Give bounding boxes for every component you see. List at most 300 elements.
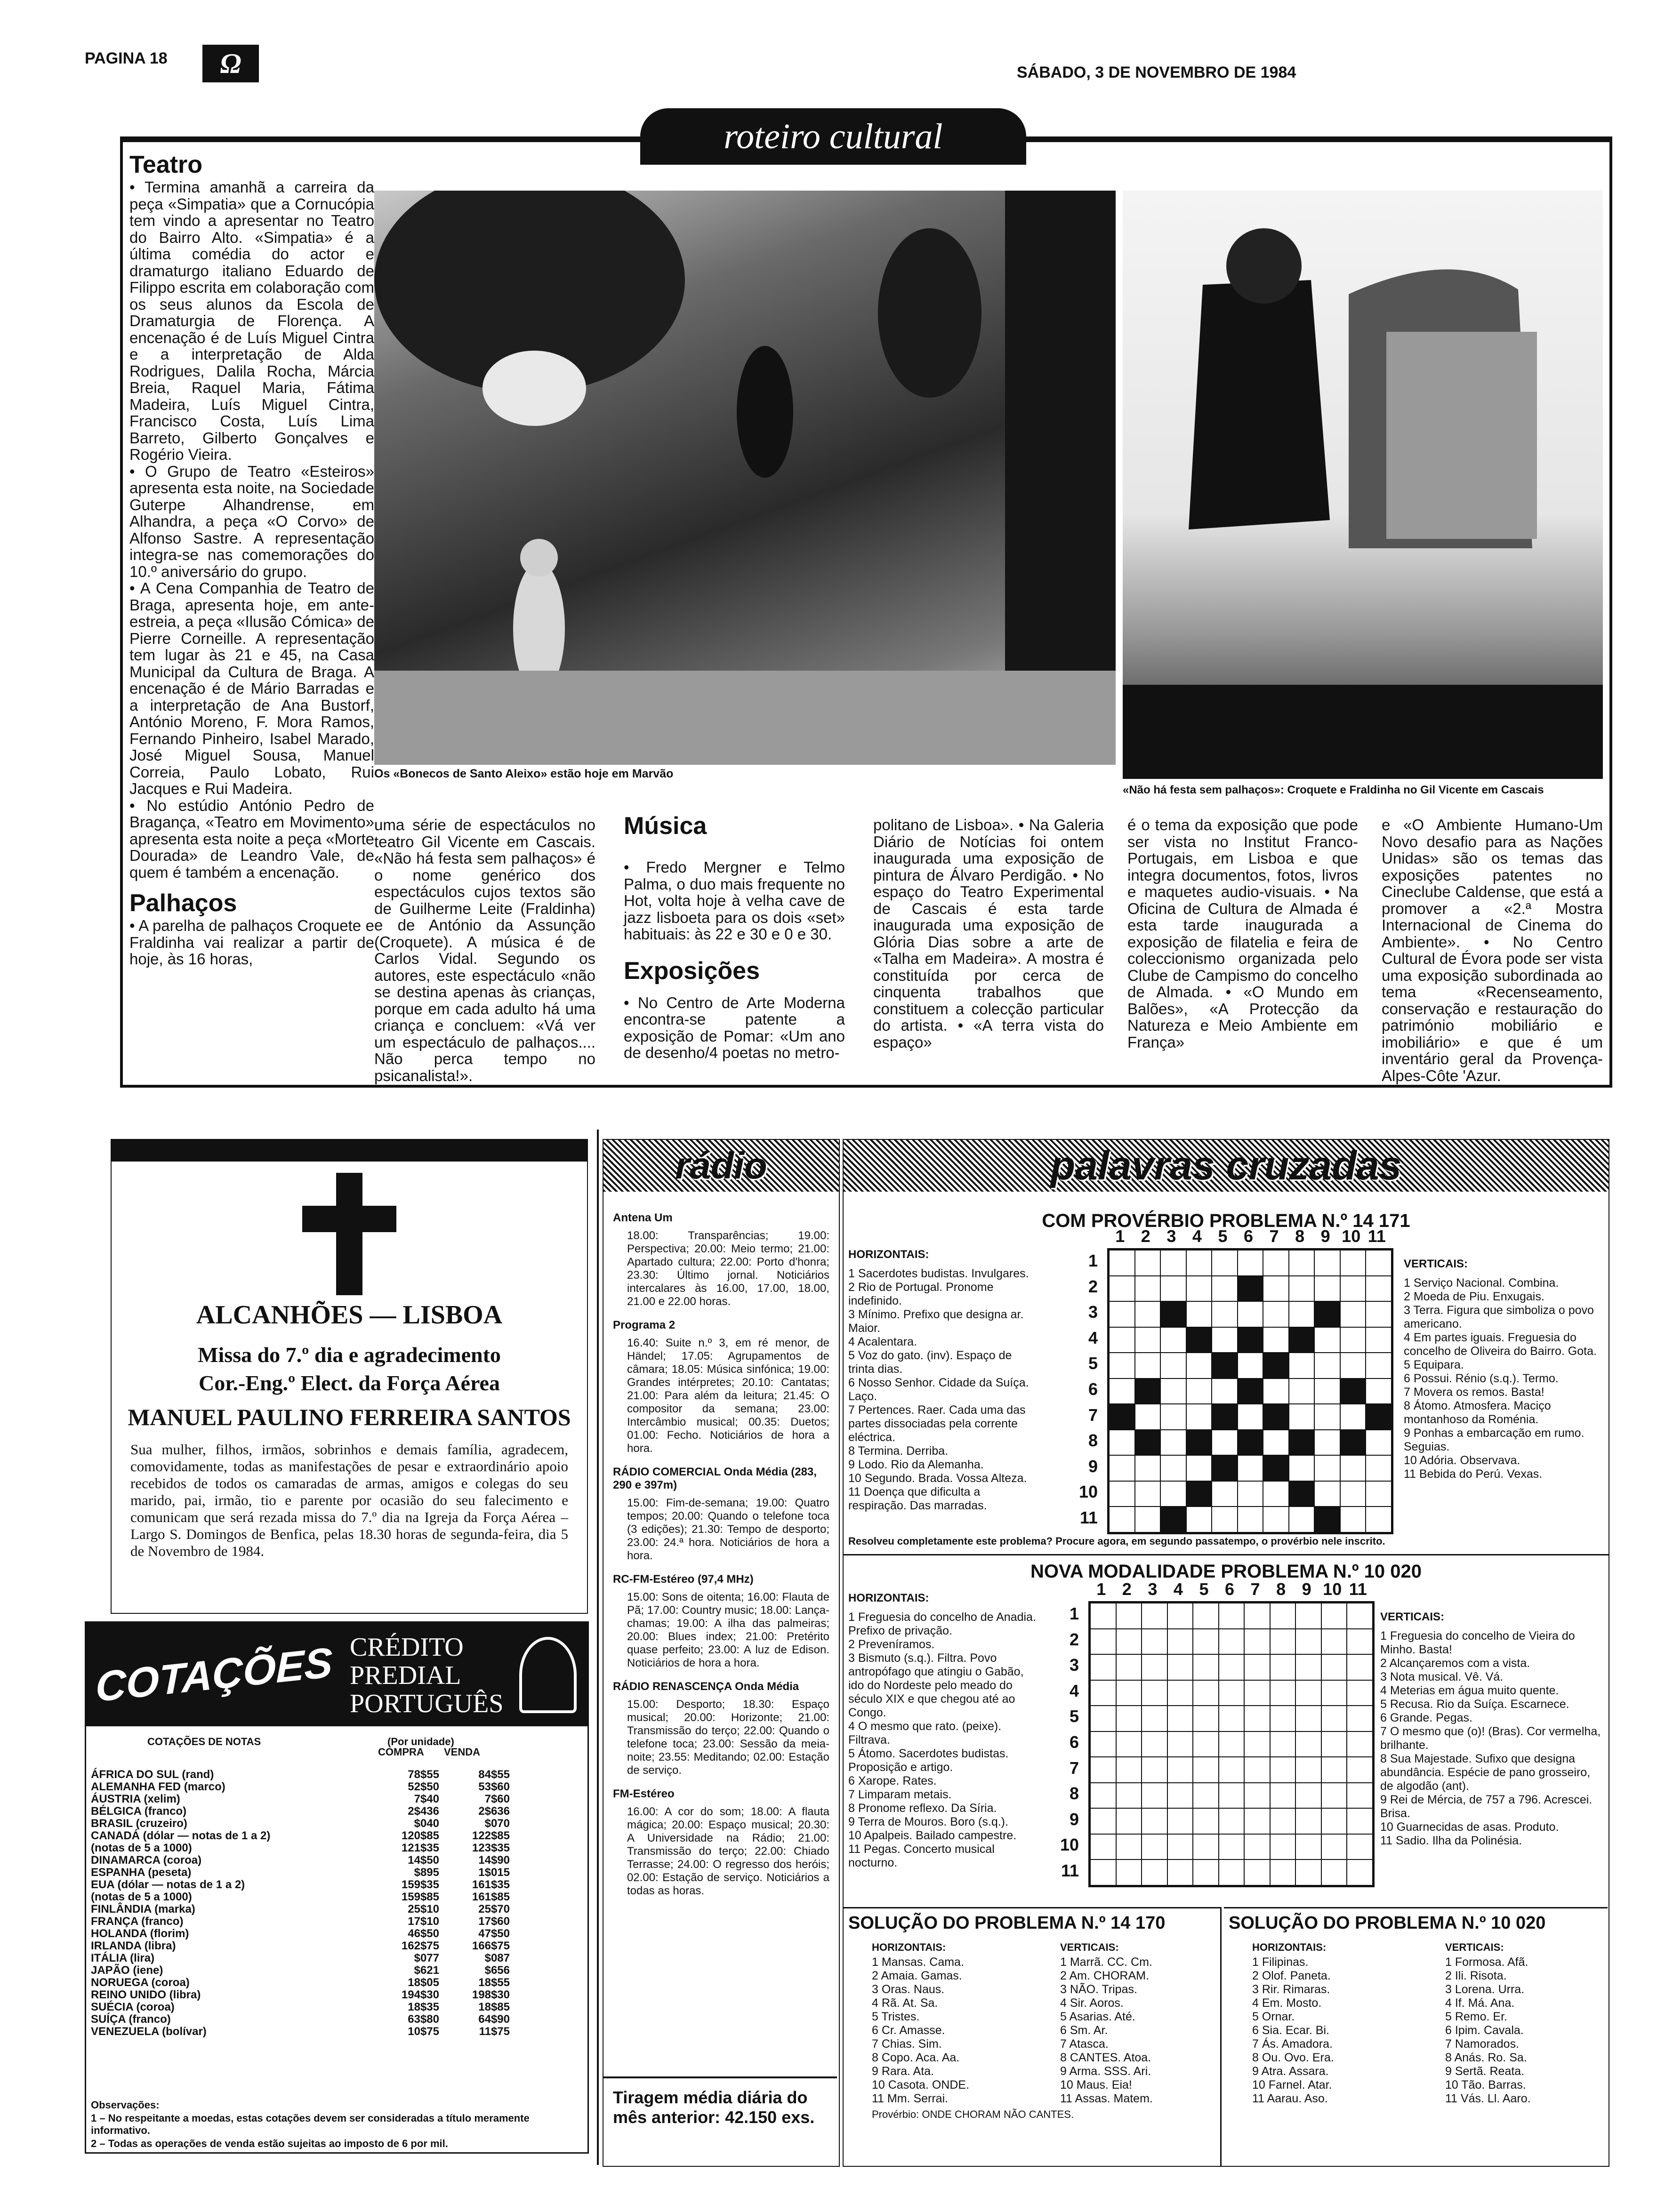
clue: 8 Pronome reflexo. Da Síria. [848,1802,997,1815]
clue: 2 Moeda de Piu. Enxugais. [1404,1290,1544,1303]
grid-cell[interactable] [1109,1353,1135,1378]
grid-cell[interactable] [1263,1507,1289,1532]
grid-cell[interactable] [1116,1603,1142,1629]
section-banner-title: roteiro cultural [724,117,943,156]
grid-cell[interactable] [1340,1404,1366,1430]
grid-cell[interactable] [1289,1276,1315,1302]
grid-cell[interactable] [1167,1834,1193,1860]
grid-cell[interactable] [1193,1731,1219,1757]
grid-cell[interactable] [1321,1757,1347,1783]
grid-cell[interactable] [1366,1507,1392,1532]
grid-cell[interactable] [1314,1378,1340,1404]
grid-row-number: 4 [1088,1328,1098,1347]
grid-cell[interactable] [1219,1706,1245,1731]
grid-cell[interactable] [1212,1250,1238,1276]
grid-cell[interactable] [1212,1301,1238,1327]
grid-cell[interactable] [1314,1481,1340,1507]
grid-col-number: 8 [1276,1579,1286,1599]
grid-cell[interactable] [1270,1731,1296,1757]
grid-row-number: 5 [1069,1707,1079,1726]
grid-cell[interactable] [1270,1757,1296,1783]
grid-cell[interactable] [1219,1731,1245,1757]
grid-cell[interactable] [1238,1404,1263,1430]
grid-cell[interactable] [1263,1301,1289,1327]
clue: 11 Sadio. Ilha da Polinésia. [1380,1834,1522,1847]
grid-cell[interactable] [1186,1378,1212,1404]
grid-cell[interactable] [1160,1276,1186,1302]
grid-row-number: 10 [1078,1482,1098,1502]
grid-cell[interactable] [1167,1706,1193,1731]
grid-cell[interactable] [1340,1507,1366,1532]
clue: 11 Mm. Serrai. [872,2092,949,2105]
grid-cell[interactable] [1314,1430,1340,1456]
clue: 9 Lodo. Rio da Alemanha. [848,1458,984,1471]
cotacao-compra: 46$50 [408,1927,439,1940]
grid-cell[interactable] [1321,1680,1347,1706]
clue: 9 Arma. SSS. Ari. [1060,2065,1151,2078]
radio-column [603,1139,840,2167]
grid-cell[interactable] [1289,1301,1315,1327]
grid-cell[interactable] [1238,1481,1263,1507]
grid-cell[interactable] [1321,1783,1347,1809]
clue: 6 Possui. Rénio (s.q.). Termo. [1404,1372,1559,1385]
clue: 11 Pegas. Concerto musical nocturno. [848,1843,995,1869]
grid-cell[interactable] [1186,1250,1212,1276]
cotacao-venda: 25$70 [478,1903,510,1915]
grid-cell[interactable] [1142,1783,1167,1809]
grid-cell[interactable] [1366,1455,1392,1481]
grid-cell[interactable] [1116,1834,1142,1860]
grid-cell[interactable] [1135,1276,1161,1302]
clue: 3 Mínimo. Prefixo que designa ar. Maior. [848,1308,1024,1335]
grid-cell[interactable] [1244,1603,1270,1629]
grid-cell[interactable] [1295,1834,1321,1860]
grid-cell[interactable] [1160,1250,1186,1276]
grid-cell[interactable] [1160,1455,1186,1481]
grid-cell[interactable] [1135,1455,1161,1481]
grid-cell[interactable] [1238,1507,1263,1532]
grid-cell[interactable] [1366,1250,1392,1276]
cotacao-currency: FRANÇA (franco) [91,1915,184,1928]
grid-block [1289,1327,1315,1353]
grid-cell[interactable] [1090,1834,1116,1860]
grid-cell[interactable] [1244,1783,1270,1809]
grid-cell[interactable] [1109,1327,1135,1353]
grid-cell[interactable] [1295,1808,1321,1834]
grid-cell[interactable] [1270,1654,1296,1680]
grid-cell[interactable] [1167,1757,1193,1783]
cotacao-currency: (notas de 5 a 1000) [91,1842,192,1854]
grid-cell[interactable] [1167,1783,1193,1809]
clue: 4 Acalentara. [848,1335,917,1348]
grid-cell[interactable] [1244,1629,1270,1655]
grid-cell[interactable] [1263,1378,1289,1404]
grid-cell[interactable] [1366,1430,1392,1456]
grid-cell[interactable] [1244,1757,1270,1783]
grid-cell[interactable] [1109,1250,1135,1276]
grid-cell[interactable] [1270,1629,1296,1655]
grid-cell[interactable] [1340,1455,1366,1481]
clue: 3 Oras. Naus. [872,1983,945,1996]
cross1-row-numbers [1065,1248,1102,1531]
grid-cell[interactable] [1142,1680,1167,1706]
grid-cell[interactable] [1142,1603,1167,1629]
grid-cell[interactable] [1116,1783,1142,1809]
grid-row-number: 3 [1069,1655,1079,1675]
grid-cell[interactable] [1314,1276,1340,1302]
grid-col-number: 9 [1320,1226,1330,1246]
grid-cell[interactable] [1090,1603,1116,1629]
grid-cell[interactable] [1321,1834,1347,1860]
clue: 6 Xarope. Rates. [848,1774,937,1787]
grid-cell[interactable] [1160,1404,1186,1430]
grid-cell[interactable] [1289,1353,1315,1378]
cotacao-compra: 194$30 [401,1988,439,2001]
grid-cell[interactable] [1295,1783,1321,1809]
grid-cell[interactable] [1366,1378,1392,1404]
grid-cell[interactable] [1270,1706,1296,1731]
grid-cell[interactable] [1270,1859,1296,1885]
grid-cell[interactable] [1238,1455,1263,1481]
grid-cell[interactable] [1347,1654,1373,1680]
grid-block [1340,1430,1366,1456]
grid-cell[interactable] [1212,1327,1238,1353]
cross2-subtitle: NOVA MODALIDADE PROBLEMA N.º 10 020 [1030,1561,1422,1582]
grid-cell[interactable] [1263,1327,1289,1353]
grid-cell[interactable] [1167,1654,1193,1680]
grid-cell[interactable] [1238,1301,1263,1327]
grid-cell[interactable] [1167,1808,1193,1834]
clue: 3 NÃO. Tripas. [1060,1983,1137,1996]
grid-cell[interactable] [1244,1680,1270,1706]
clue: 4 Sir. Aoros. [1060,1996,1124,2010]
grid-block [1160,1301,1186,1327]
cotacao-venda: $087 [484,1952,510,1964]
cotacao-venda: 18$85 [478,2001,510,2013]
grid-cell[interactable] [1219,1808,1245,1834]
cotacao-row [91,2026,515,2038]
grid-cell[interactable] [1366,1353,1392,1378]
grid-cell[interactable] [1193,1629,1219,1655]
grid-cell[interactable] [1321,1706,1347,1731]
cross2-grid[interactable] [1088,1601,1375,1887]
grid-cell[interactable] [1295,1859,1321,1885]
grid-cell[interactable] [1186,1507,1212,1532]
section-frame-left [120,136,123,1087]
grid-block [1314,1507,1340,1532]
grid-cell[interactable] [1109,1455,1135,1481]
cotacoes-col-header: COTAÇÕES DE NOTAS [147,1736,261,1747]
palhacos-text-cont: uma série de espectáculos no teatro Gil Vicente em Cascais. «Não há festa sem palhaços» é o nome genérico dos espectáculos cujos textos são de Guilherme Leite (Fraldinha) e de António da Assunção (Croquete). A música é de Carlos Vidal. Segundo os autores, este espectáculo «não se destina apenas às crianças, porque em cada adulto há uma criança e concluem: «Vá ver um espectáculo de palhaços.... Não perca tempo no psicanalista!». [374,816,595,1084]
exposicoes-text: • No Centro de Arte Moderna encontra-se patente a exposição de Pomar: «Um ano de desenho/4 poetas no metro- [624,994,845,1061]
grid-cell[interactable] [1340,1353,1366,1378]
cotacao-row [91,1805,515,1818]
grid-cell[interactable] [1167,1859,1193,1885]
caption-photo1: Os «Bonecos de Santo Aleixo» estão hoje em Marvão [374,767,674,780]
grid-cell[interactable] [1193,1680,1219,1706]
grid-cell[interactable] [1347,1731,1373,1757]
grid-cell[interactable] [1116,1629,1142,1655]
grid-cell[interactable] [1193,1783,1219,1809]
grid-cell[interactable] [1314,1455,1340,1481]
grid-cell[interactable] [1109,1301,1135,1327]
grid-cell[interactable] [1321,1808,1347,1834]
cotacao-compra: 162$75 [401,1940,439,1952]
grid-cell[interactable] [1142,1757,1167,1783]
grid-cell[interactable] [1109,1276,1135,1302]
cotacao-venda: 47$50 [478,1927,510,1940]
grid-cell[interactable] [1116,1706,1142,1731]
grid-cell[interactable] [1090,1654,1116,1680]
grid-cell[interactable] [1263,1250,1289,1276]
grid-cell[interactable] [1270,1680,1296,1706]
grid-cell[interactable] [1314,1353,1340,1378]
grid-cell[interactable] [1212,1378,1238,1404]
grid-cell[interactable] [1347,1680,1373,1706]
musica-heading: Música [624,812,707,840]
grid-cell[interactable] [1219,1834,1245,1860]
grid-cell[interactable] [1340,1250,1366,1276]
cross1-grid[interactable] [1107,1248,1393,1534]
grid-cell[interactable] [1193,1757,1219,1783]
grid-cell[interactable] [1142,1706,1167,1731]
grid-row-number: 4 [1069,1681,1079,1700]
grid-cell[interactable] [1142,1859,1167,1885]
grid-cell[interactable] [1289,1378,1315,1404]
grid-cell[interactable] [1314,1327,1340,1353]
grid-cell[interactable] [1321,1731,1347,1757]
grid-cell[interactable] [1160,1430,1186,1456]
cotacao-venda: 198$30 [472,1988,510,2001]
grid-cell[interactable] [1109,1507,1135,1532]
grid-cell[interactable] [1289,1404,1315,1430]
grid-cell[interactable] [1295,1680,1321,1706]
grid-cell[interactable] [1116,1757,1142,1783]
grid-cell[interactable] [1135,1250,1161,1276]
grid-cell[interactable] [1142,1808,1167,1834]
grid-cell[interactable] [1135,1353,1161,1378]
grid-cell[interactable] [1289,1507,1315,1532]
grid-cell[interactable] [1366,1327,1392,1353]
clue: 4 Em partes iguais. Freguesia do concelho de Oliveira do Bairro. Gota. [1404,1331,1597,1358]
grid-cell[interactable] [1270,1808,1296,1834]
grid-cell[interactable] [1186,1353,1212,1378]
cross1-h-label: HORIZONTAIS: [848,1248,929,1261]
grid-cell[interactable] [1142,1629,1167,1655]
grid-cell[interactable] [1263,1481,1289,1507]
grid-cell[interactable] [1244,1731,1270,1757]
grid-cell[interactable] [1219,1603,1245,1629]
grid-row-number: 2 [1088,1276,1098,1296]
grid-cell[interactable] [1116,1731,1142,1757]
cotacao-currency: SUÉCIA (coroa) [91,2001,175,2013]
grid-cell[interactable] [1135,1404,1161,1430]
grid-cell[interactable] [1347,1859,1373,1885]
grid-cell[interactable] [1090,1859,1116,1885]
grid-cell[interactable] [1244,1654,1270,1680]
grid-cell[interactable] [1109,1430,1135,1456]
grid-cell[interactable] [1142,1834,1167,1860]
clue: 8 Ou. Ovo. Era. [1252,2051,1334,2064]
grid-cell[interactable] [1219,1783,1245,1809]
grid-cell[interactable] [1186,1276,1212,1302]
masthead-logo: Ω [202,45,259,82]
grid-block [1212,1455,1238,1481]
grid-cell[interactable] [1244,1859,1270,1885]
grid-cell[interactable] [1193,1859,1219,1885]
grid-cell[interactable] [1347,1603,1373,1629]
cotacao-venda: 53$60 [478,1780,510,1793]
grid-cell[interactable] [1289,1455,1315,1481]
cotacao-venda: 123$35 [472,1842,510,1854]
grid-cell[interactable] [1295,1757,1321,1783]
grid-cell[interactable] [1090,1680,1116,1706]
grid-cell[interactable] [1193,1808,1219,1834]
clue: 5 Tristes. [872,2010,920,2023]
grid-cell[interactable] [1295,1603,1321,1629]
clue: 4 If. Má. Ana. [1445,1996,1515,2010]
grid-cell[interactable] [1212,1481,1238,1507]
grid-cell[interactable] [1366,1301,1392,1327]
grid-cell[interactable] [1212,1430,1238,1456]
grid-block [1314,1301,1340,1327]
grid-cell[interactable] [1193,1834,1219,1860]
grid-cell[interactable] [1142,1654,1167,1680]
grid-cell[interactable] [1160,1378,1186,1404]
cross1-subtitle: COM PROVÉRBIO PROBLEMA N.º 14 171 [1042,1210,1410,1231]
grid-cell[interactable] [1186,1404,1212,1430]
grid-cell[interactable] [1219,1629,1245,1655]
clue: 10 Casota. ONDE. [872,2078,970,2092]
grid-cell[interactable] [1135,1481,1161,1507]
grid-cell[interactable] [1212,1507,1238,1532]
grid-cell[interactable] [1090,1757,1116,1783]
grid-cell[interactable] [1116,1680,1142,1706]
grid-cell[interactable] [1109,1481,1135,1507]
grid-row-number: 3 [1088,1302,1098,1322]
grid-cell[interactable] [1347,1757,1373,1783]
grid-cell[interactable] [1321,1859,1347,1885]
solution2-title: SOLUÇÃO DO PROBLEMA N.º 10 020 [1229,1913,1546,1933]
grid-row-number: 9 [1088,1456,1098,1476]
grid-cell[interactable] [1167,1680,1193,1706]
grid-cell[interactable] [1347,1834,1373,1860]
grid-cell[interactable] [1289,1250,1315,1276]
teatro-paragraph: • A Cena Companhia de Teatro de Braga, apresenta hoje, em ante-estreia, a peça «Ilusão Cómica» de Pierre Corneille. A representação tem lugar às 21 e 45, na Casa Municipal da Cultura de Braga. A encenação é de Mário Barradas e a interpretação de Ana Bustorf, António Moreno, F. Mora Ramos, Fernando Pinheiro, Isabel Marado, José Miguel Sousa, Manuel Correia, Paulo Lobato, Rui Jacques e Rui Madeira. [129,579,374,797]
clue: 7 Atasca. [1060,2037,1109,2051]
grid-cell[interactable] [1160,1481,1186,1507]
grid-cell[interactable] [1270,1783,1296,1809]
grid-cell[interactable] [1167,1603,1193,1629]
grid-cell[interactable] [1135,1507,1161,1532]
grid-cell[interactable] [1321,1603,1347,1629]
grid-cell[interactable] [1116,1654,1142,1680]
grid-cell[interactable] [1160,1353,1186,1378]
grid-cell[interactable] [1295,1706,1321,1731]
grid-cell[interactable] [1321,1629,1347,1655]
grid-cell[interactable] [1135,1327,1161,1353]
grid-cell[interactable] [1366,1481,1392,1507]
grid-cell[interactable] [1135,1301,1161,1327]
grid-cell[interactable] [1090,1629,1116,1655]
grid-cell[interactable] [1090,1731,1116,1757]
grid-cell[interactable] [1238,1353,1263,1378]
grid-cell[interactable] [1186,1301,1212,1327]
grid-cell[interactable] [1340,1276,1366,1302]
grid-cell[interactable] [1270,1603,1296,1629]
grid-cell[interactable] [1314,1404,1340,1430]
grid-cell[interactable] [1142,1731,1167,1757]
cotacao-currency: DINAMARCA (coroa) [91,1854,202,1867]
grid-cell[interactable] [1321,1654,1347,1680]
tiragem-box [603,2076,837,2135]
clue: 2 Am. CHORAM. [1060,1969,1149,1982]
grid-cell[interactable] [1347,1783,1373,1809]
grid-cell[interactable] [1116,1859,1142,1885]
grid-cell[interactable] [1295,1629,1321,1655]
grid-cell[interactable] [1347,1629,1373,1655]
grid-cell[interactable] [1090,1706,1116,1731]
grid-cell[interactable] [1193,1706,1219,1731]
grid-cell[interactable] [1186,1455,1212,1481]
grid-cell[interactable] [1167,1731,1193,1757]
radio-station-title: FM-Estéreo [613,1787,675,1800]
grid-cell[interactable] [1167,1629,1193,1655]
clue: 7 Namorados. [1445,2037,1520,2051]
grid-cell[interactable] [1219,1859,1245,1885]
cotacao-currency: CANADÁ (dólar — notas de 1 a 2) [91,1829,271,1842]
grid-cell[interactable] [1219,1680,1245,1706]
radio-station-schedule: 16.40: Suite n.º 3, em ré menor, de Händel; 17.05: Agrupamentos de câmara; 18.05: Música sinfónica; 19.00: Grandes intérpretes; 20.10: Cantatas; 21.00: Para além da leitura; 21.45: O compositor da semana; 23.00: Intercâmbio musical; 00.35: Duetos; 01.00: Fecho. Noticiários de hora a hora. [627,1337,829,1455]
clue: 1 Formosa. Afã. [1445,1956,1528,1969]
grid-cell[interactable] [1366,1276,1392,1302]
cotacao-compra: $077 [414,1952,439,1964]
grid-cell[interactable] [1160,1327,1186,1353]
grid-cell[interactable] [1090,1783,1116,1809]
grid-cell[interactable] [1340,1327,1366,1353]
grid-cell[interactable] [1314,1250,1340,1276]
grid-cell[interactable] [1116,1808,1142,1834]
grid-cell[interactable] [1270,1834,1296,1860]
grid-cell[interactable] [1295,1654,1321,1680]
grid-cell[interactable] [1244,1834,1270,1860]
grid-block [1109,1404,1135,1430]
grid-cell[interactable] [1347,1706,1373,1731]
grid-cell[interactable] [1193,1654,1219,1680]
radio-station-title: RÁDIO COMERCIAL Onda Média (283, 290 e 397m) [613,1466,817,1491]
grid-cell[interactable] [1109,1378,1135,1404]
grid-col-number: 6 [1224,1579,1235,1599]
grid-col-number: 3 [1148,1579,1158,1599]
grid-cell[interactable] [1244,1808,1270,1834]
clue: 7 Ás. Amadora. [1252,2037,1333,2051]
solution1-verticais [1060,1956,1215,2106]
grid-cell[interactable] [1295,1731,1321,1757]
grid-cell[interactable] [1090,1808,1116,1834]
grid-cell[interactable] [1263,1276,1289,1302]
grid-col-number: 5 [1218,1226,1228,1246]
grid-cell[interactable] [1193,1603,1219,1629]
grid-cell[interactable] [1238,1250,1263,1276]
grid-cell[interactable] [1340,1481,1366,1507]
grid-cell[interactable] [1219,1654,1245,1680]
grid-cell[interactable] [1219,1757,1245,1783]
grid-cell[interactable] [1263,1430,1289,1456]
grid-cell[interactable] [1340,1301,1366,1327]
grid-cell[interactable] [1347,1808,1373,1834]
grid-cell[interactable] [1212,1276,1238,1302]
grid-cell[interactable] [1244,1706,1270,1731]
